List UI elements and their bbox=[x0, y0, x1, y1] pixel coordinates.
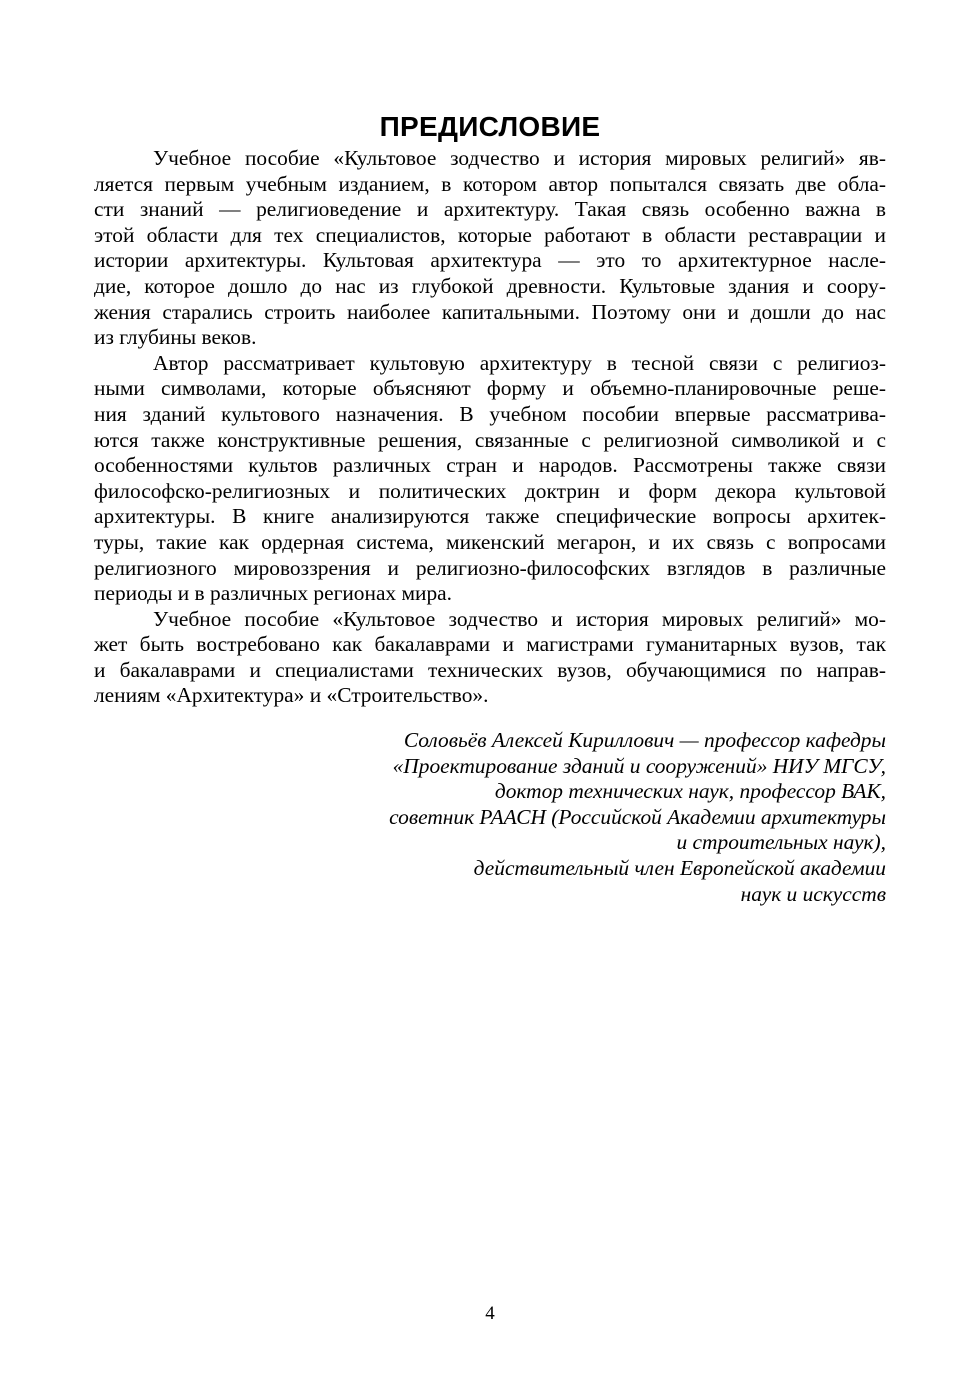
signature-line: действительный член Европейской академии bbox=[473, 855, 886, 880]
text-line: особенностями культов различных стран и народов. Рассмотрены также связи bbox=[94, 453, 886, 478]
text-line: ляется первым учебным изданием, в котором автор попытался связать две обла- bbox=[94, 171, 886, 196]
text-line: ния зданий культового назначения. В учебном пособии впервые рассматрива- bbox=[94, 401, 886, 426]
text-line: религиозного мировоззрения и религиозно-философских взглядов в различные bbox=[94, 555, 886, 580]
text-line: жения старались строить наиболее капитальными. Поэтому они и дошли до нас bbox=[94, 299, 886, 324]
author-signature bbox=[266, 728, 886, 907]
text-line: дие, которое дошло до нас из глубокой древности. Культовые здания и соору- bbox=[94, 273, 886, 298]
paragraph bbox=[94, 607, 886, 709]
text-line: периоды и в различных регионах мира. bbox=[94, 581, 453, 606]
text-line: Автор рассматривает культовую архитектуру в тесной связи с религиоз- bbox=[153, 350, 886, 375]
text-line: этой области для тех специалистов, которые работают в области реставрации и bbox=[94, 222, 886, 247]
text-line: архитектуры. В книге анализируются также специфические вопросы архитек- bbox=[94, 504, 886, 529]
text-line: жет быть востребовано как бакалаврами и магистрами гуманитарных вузов, так bbox=[94, 632, 886, 657]
signature-line: и строительных наук), bbox=[676, 830, 886, 855]
text-line: ными символами, которые объясняют форму и объемно-планировочные реше- bbox=[94, 376, 886, 401]
text-line: Учебное пособие «Культовое зодчество и история мировых религий» яв- bbox=[153, 146, 886, 170]
text-line: лениям «Архитектура» и «Строительство». bbox=[94, 683, 489, 708]
body-text bbox=[94, 146, 886, 709]
text-line: ются также конструктивные решения, связанные с религиозной символикой и с bbox=[94, 427, 886, 452]
text-line: и бакалаврами и специалистами технических вузов, обучающимися по направ- bbox=[94, 657, 886, 682]
text-line: истории архитектуры. Культовая архитектура — это то архитектурное насле- bbox=[94, 248, 886, 273]
text-line: туры, такие как ордерная система, микенский мегарон, и их связь с вопросами bbox=[94, 529, 886, 554]
signature-line: доктор технических наук, профессор ВАК, bbox=[494, 779, 886, 804]
paragraph bbox=[94, 351, 886, 607]
text-line: философско-религиозных и политических доктрин и форм декора культовой bbox=[94, 478, 886, 503]
text-line: из глубины веков. bbox=[94, 325, 257, 350]
signature-line: «Проектирование зданий и сооружений» НИУ МГСУ, bbox=[392, 753, 886, 778]
page-number: 4 bbox=[485, 1303, 495, 1324]
signature-line: Соловьёв Алексей Кириллович — профессор кафедры bbox=[403, 728, 886, 752]
text-line: Учебное пособие «Культовое зодчество и история мировых религий» мо- bbox=[153, 606, 886, 631]
signature-line: наук и искусств bbox=[740, 881, 886, 906]
text-line: сти знаний — религиоведение и архитектуру. Такая связь особенно важна в bbox=[94, 197, 886, 222]
page-title: ПРЕДИСЛОВИЕ bbox=[379, 110, 601, 142]
signature-line: советник РААСН (Российской Академии архитектуры bbox=[389, 804, 886, 829]
paragraph bbox=[94, 146, 886, 351]
